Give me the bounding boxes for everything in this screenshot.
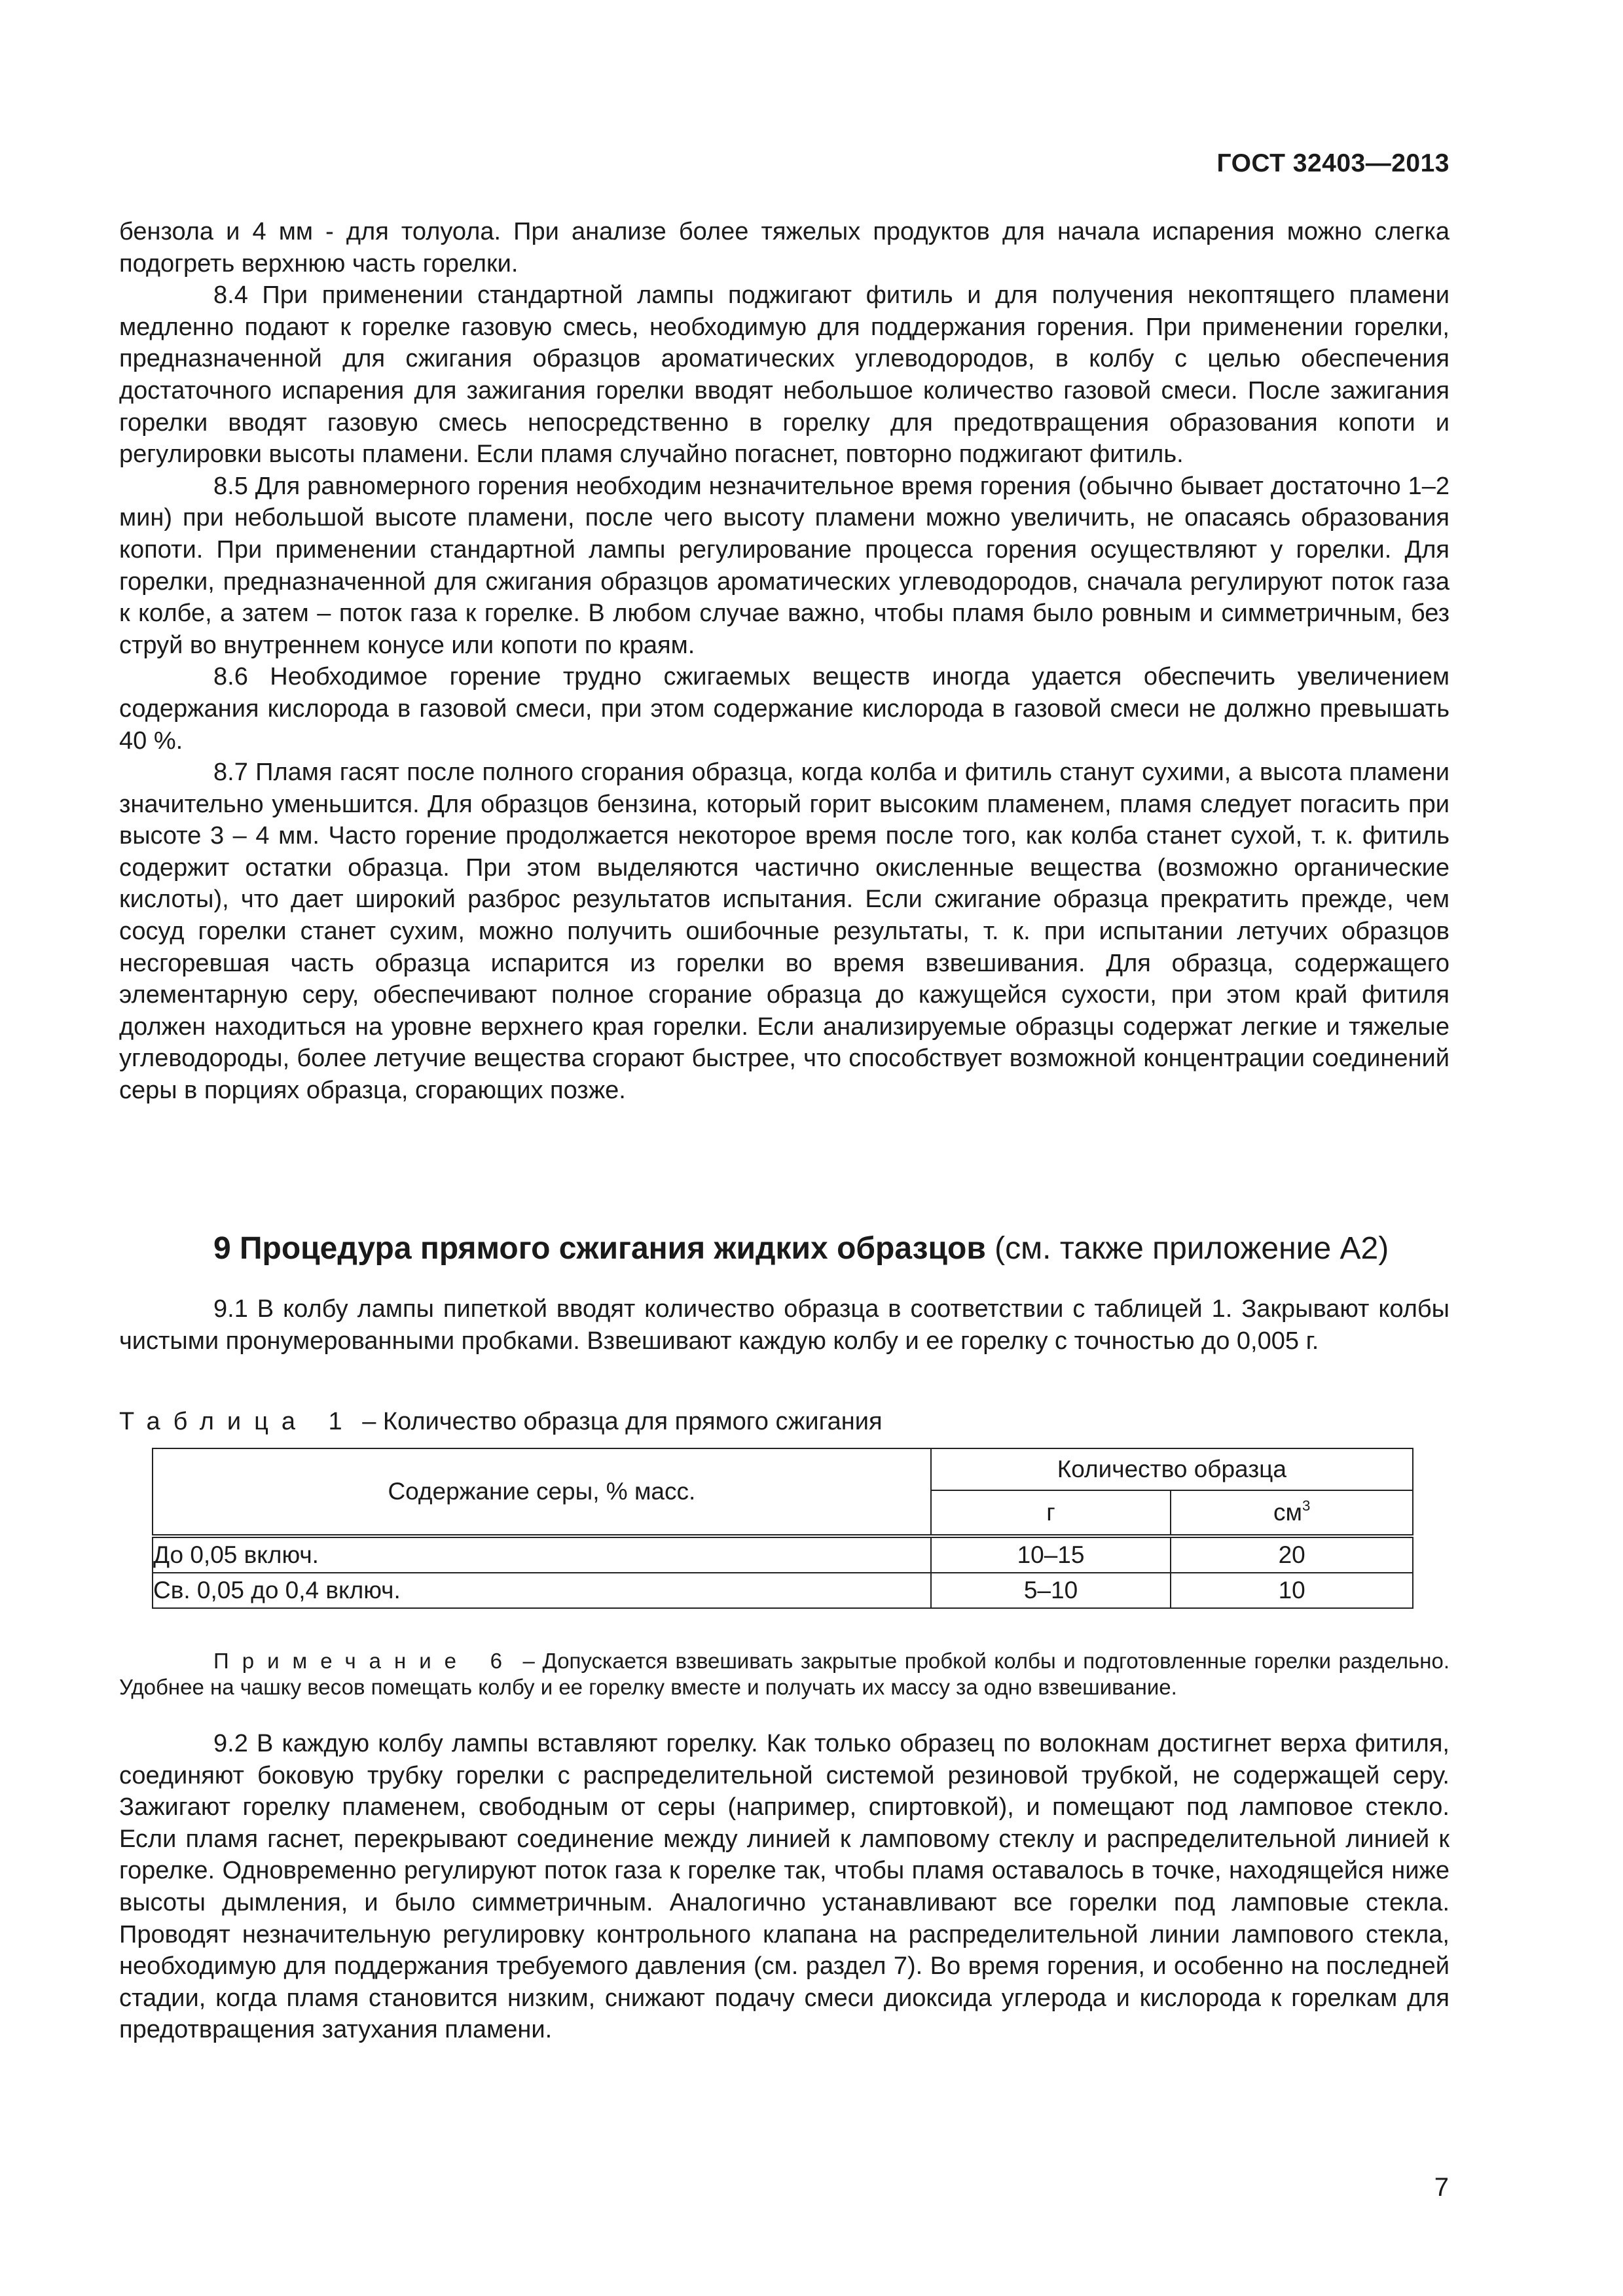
unit-cm: см	[1273, 1499, 1302, 1526]
cell-cm3: 20	[1171, 1536, 1413, 1573]
unit-cm-superscript: 3	[1302, 1497, 1311, 1514]
table-row	[153, 1536, 1413, 1573]
header-unit-cm3	[1171, 1490, 1413, 1536]
cell-range: До 0,05 включ.	[153, 1536, 931, 1573]
table-caption-label: Таблица 1	[119, 1408, 356, 1435]
paragraph-8-6: 8.6 Необходимое горение трудно сжигаемых веществ иногда удается обеспечить увеличением содержания кислорода в газовой смеси, при этом содержание кислорода в газовой смеси не должно превышать 40 %.	[119, 663, 1450, 755]
note-text: – Допускается взвешивать закрытые пробкой колбы и подготовленные горелки раздельно. Удобнее на чашку весов помещать колбу и ее горелку вместе и получать их массу за одно взвешивание.	[119, 1649, 1450, 1699]
paragraph-8-4: 8.4 При применении стандартной лампы поджигают фитиль и для получения некоптящего пламени медленно подают к горелке газовую смесь, необходимую для поддержания горения. При применении горелки, предназначенной для сжигания образцов ароматических углеводородов, в колбу с целью обеспечения достаточного испарения для зажигания горелки вводят небольшое количество газовой смеси. После зажигания горелки вводят газовую смесь непосредственно в горелку для предотвращения образования копоти и регулировки высоты пламени. Если пламя случайно погаснет, повторно поджигают фитиль.	[119, 281, 1450, 469]
table-caption-text: – Количество образца для прямого сжигания	[355, 1408, 883, 1435]
text-block-9-1	[119, 1293, 1450, 1357]
header-sample-quantity: Количество образца	[931, 1448, 1413, 1490]
paragraph-8-7: 8.7 Пламя гасят после полного сгорания образца, когда колба и фитиль станут сухими, а высота пламени значительно уменьшится. Для образцов бензина, который горит высоким пламенем, пламя следует погасить при высоте 3 – 4 мм. Часто горение продолжается некоторое время после того, как колба станет сухой, т. к. фитиль содержит остатки образца. При этом выделяются частично окисленные вещества (возможно органические кислоты), что дает широкий разброс результатов испытания. Если сжигание образца прекратить прежде, чем сосуд горелки станет сухим, можно получить ошибочные результаты, т. к. при испытании летучих образцов несгоревшая часть образца испарится из горелки во время взвешивания. Для образца, содержащего элементарную серу, обеспечивают полное сгорание образца до кажущейся сухости, при этом край фитиля должен находиться на уровне верхнего края горелки. Если анализируемые образцы содержат легкие и тяжелые углеводороды, более летучие вещества сгорают быстрее, что способствует возможной концентрации соединений серы в порциях образца, сгорающих позже.	[119, 759, 1450, 1105]
table-caption	[119, 1406, 883, 1437]
section-9-heading	[213, 1229, 1457, 1268]
paragraph-9-1: 9.1 В колбу лампы пипеткой вводят количество образца в соответствии с таблицей 1. Закрывают колбы чистыми пронумерованными пробками. Взвешивают каждую колбу и ее горелку с точностью до 0,005 г.	[119, 1295, 1450, 1355]
text-block-section-8	[119, 216, 1450, 1107]
note-label: Примечание 6	[213, 1649, 515, 1673]
header-unit-grams: г	[931, 1490, 1171, 1536]
header-sulfur-content: Содержание серы, % масс.	[153, 1448, 931, 1536]
page-number: 7	[1434, 2173, 1449, 2202]
section-9-heading-bold: 9 Процедура прямого сжигания жидких образцов	[213, 1231, 986, 1266]
cell-range: Св. 0,05 до 0,4 включ.	[153, 1573, 931, 1608]
document-code: ГОСТ 32403—2013	[1216, 149, 1450, 177]
paragraph-continuation: бензола и 4 мм - для толуола. При анализе более тяжелых продуктов для начала испарения можно слегка подогреть верхнюю часть горелки.	[119, 218, 1450, 278]
paragraph-8-5: 8.5 Для равномерного горения необходим незначительное время горения (обычно бывает достаточно 1–2 мин) при небольшой высоте пламени, после чего высоту пламени можно увеличить, не опасаясь образования копоти. При применении стандартной лампы регулирование процесса горения осуществляют у горелки. Для горелки, предназначенной для сжигания образцов ароматических углеводородов, сначала регулируют поток газа к колбе, а затем – поток газа к горелке. В любом случае важно, чтобы пламя было ровным и симметричным, без струй во внутреннем конусе или копоти по краям.	[119, 472, 1450, 659]
note-6	[119, 1648, 1450, 1700]
cell-grams: 5–10	[931, 1573, 1171, 1608]
section-9-heading-reference: (см. также приложение А2)	[985, 1231, 1389, 1266]
cell-grams: 10–15	[931, 1536, 1171, 1573]
text-block-9-2	[119, 1728, 1450, 2046]
table-row	[153, 1573, 1413, 1608]
cell-cm3: 10	[1171, 1573, 1413, 1608]
table-sample-quantity	[152, 1448, 1413, 1609]
paragraph-9-2: 9.2 В каждую колбу лампы вставляют горелку. Как только образец по волокнам достигнет верха фитиля, соединяют боковую трубку горелки с распределительной системой резиновой трубкой, не содержащей серу. Зажигают горелку пламенем, свободным от серы (например, спиртовкой), и помещают под ламповое стекло. Если пламя гаснет, перекрывают соединение между линией к ламповому стеклу и распределительной линией к горелке. Одновременно регулируют поток газа к горелке так, чтобы пламя оставалось в точке, находящейся ниже высоты дымления, и было симметричным. Аналогично устанавливают все горелки под ламповые стекла. Проводят незначительную регулировку контрольного клапана на распределительной линии лампового стекла, необходимую для поддержания требуемого давления (см. раздел 7). Во время горения, и особенно на последней стадии, когда пламя становится низким, снижают подачу смеси диоксида углерода и кислорода к горелкам для предотвращения затухания пламени.	[119, 1730, 1450, 2044]
